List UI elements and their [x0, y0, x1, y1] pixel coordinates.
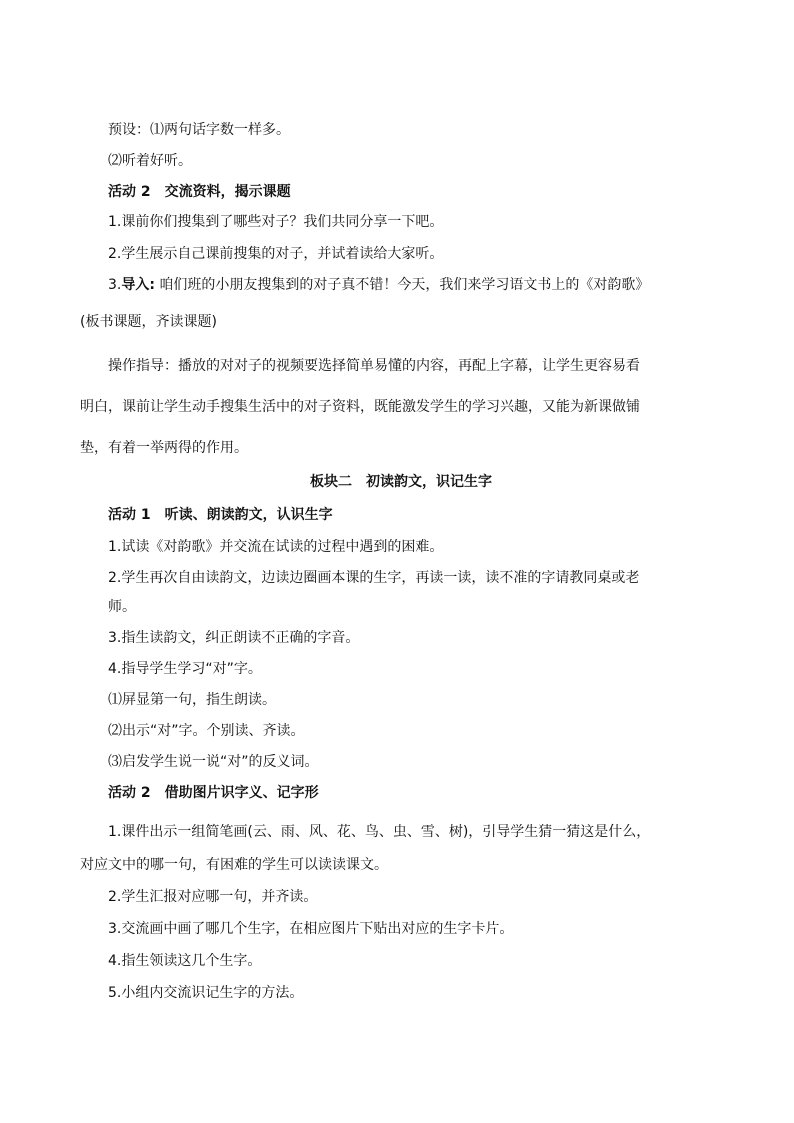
preset-line-1: 预设：⑴两句话字数一样多。 — [108, 122, 290, 138]
activity-heading — [108, 182, 291, 202]
list-item — [108, 275, 649, 295]
list-item: 4.指导学生学习“对”字。 — [108, 661, 262, 677]
activity-number: 活动 1 — [108, 507, 151, 523]
list-item: 1.课件出示一组简笔画(云、雨、风、花、鸟、虫、雪、树)，引导学生猜一猜这是什么， — [108, 824, 651, 840]
sub-item: ⑵出示“对”字。个别读、齐读。 — [108, 723, 305, 739]
list-item: 5.小组内交流识记生字的方法。 — [108, 985, 304, 1001]
list-item: 2.学生汇报对应哪一句，并齐读。 — [108, 889, 318, 905]
list-item: 4.指生领读这几个生字。 — [108, 953, 262, 969]
guide-line: 明白，课前让学生动手搜集生活中的对子资料，既能激发学生的学习兴趣，又能为新课做铺 — [80, 399, 640, 415]
item-number: 3. — [108, 277, 122, 293]
activity-title: 借助图片识字义、记字形 — [164, 785, 319, 801]
section-title: 初读韵文，识记生字 — [366, 474, 492, 490]
list-item: 3.指生读韵文，纠正朗读不正确的字音。 — [108, 630, 360, 646]
list-item: 对应文中的哪一句，有困难的学生可以读读课文。 — [80, 857, 388, 873]
list-item: 师。 — [108, 599, 136, 615]
activity-heading — [108, 783, 319, 803]
list-item: 1.试读《对韵歌》并交流在试读的过程中遇到的困难。 — [108, 539, 444, 555]
activity-heading — [108, 505, 333, 525]
sub-item: ⑴屏显第一句，指生朗读。 — [108, 692, 276, 708]
section-number: 板块二 — [310, 474, 352, 490]
activity-number: 活动 2 — [108, 785, 151, 801]
list-item: 2.学生展示自己课前搜集的对子，并试着读给大家听。 — [108, 246, 444, 262]
activity-title: 交流资料，揭示课题 — [164, 184, 291, 200]
intro-label: 导入: — [121, 277, 155, 293]
section-heading — [310, 472, 492, 492]
list-item: 3.交流画中画了哪几个生字，在相应图片下贴出对应的生字卡片。 — [108, 921, 514, 937]
sub-item: ⑶启发学生说一说“对”的反义词。 — [108, 754, 319, 770]
activity-number: 活动 2 — [108, 184, 151, 200]
activity-title: 听读、朗读韵文，认识生字 — [164, 507, 333, 523]
guide-line: 操作指导：播放的对对子的视频要选择简单易懂的内容，再配上字幕，让学生更容易看 — [108, 358, 640, 374]
list-item: 1.课前你们搜集到了哪些对子？我们共同分享一下吧。 — [108, 214, 444, 230]
guide-line: 垫，有着一举两得的作用。 — [80, 440, 248, 456]
board-note: (板书课题，齐读课题) — [80, 314, 217, 330]
preset-line-2: ⑵听着好听。 — [108, 153, 192, 169]
intro-text: 咱们班的小朋友搜集到的对子真不错！今天，我们来学习语文书上的《对韵歌》 — [154, 277, 650, 293]
list-item: 2.学生再次自由读韵文，边读边圈画本课的生字，再读一读，读不准的字请教同桌或老 — [108, 570, 640, 586]
